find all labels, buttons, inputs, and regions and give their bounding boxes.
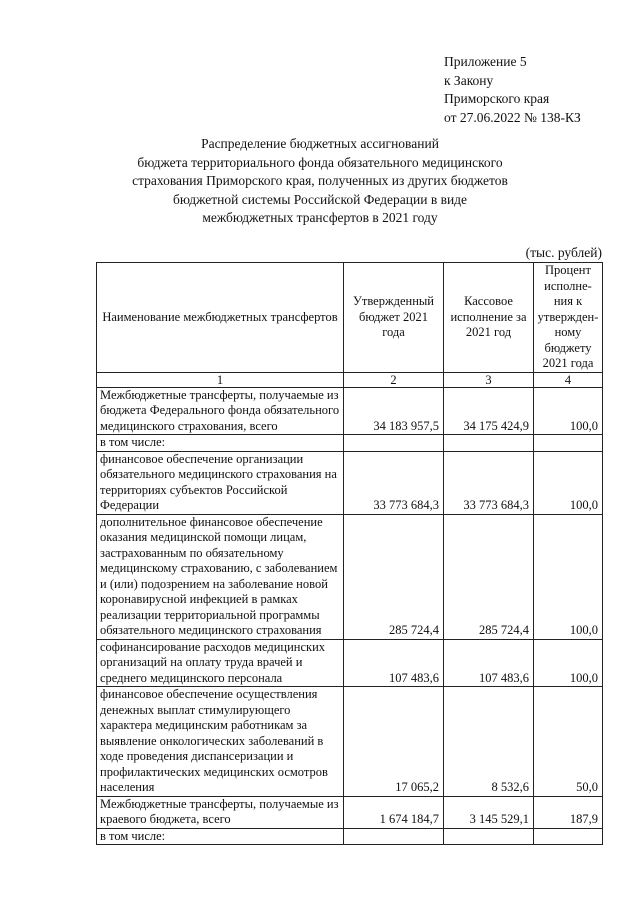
row-cash: 285 724,4 <box>444 514 534 639</box>
row-name: финансовое обеспечение организации обязательного медицинского страхования на территориях субъектов Российской Федерации <box>97 451 344 514</box>
table-row <box>97 514 603 639</box>
header-percent: Процент исполне-ния к утвержден-ному бюджету 2021 года <box>534 263 603 373</box>
column-number: 2 <box>344 372 444 387</box>
row-percent: 187,9 <box>534 796 603 828</box>
title-line: Распределение бюджетных ассигнований <box>201 136 439 151</box>
appendix-block <box>444 53 581 127</box>
row-cash: 33 773 684,3 <box>444 451 534 514</box>
row-approved: 17 065,2 <box>344 687 444 797</box>
row-approved: 34 183 957,5 <box>344 387 444 435</box>
units-label: (тыс. рублей) <box>525 245 602 260</box>
row-cash: 107 483,6 <box>444 639 534 687</box>
appendix-line: от 27.06.2022 № 138-КЗ <box>444 109 581 125</box>
table-header-row <box>97 263 603 373</box>
table-row <box>97 435 603 452</box>
row-cash: 3 145 529,1 <box>444 796 534 828</box>
row-percent: 100,0 <box>534 514 603 639</box>
header-name: Наименование межбюджетных трансфертов <box>97 263 344 373</box>
table-row <box>97 796 603 828</box>
row-percent <box>534 828 603 845</box>
column-number: 3 <box>444 372 534 387</box>
row-name: софинансирование расходов медицинских организаций на оплату труда врачей и среднего медицинского персонала <box>97 639 344 687</box>
row-name: дополнительное финансовое обеспечение оказания медицинской помощи лицам, застрахованным по обязательному медицинскому страхованию, с заболеванием и (или) подозрением на заболевание новой коронавирусной инфекцией в рамках реализации территориальной программы обязательного медицинского страхования <box>97 514 344 639</box>
header-approved: Утвержденный бюджет 2021 года <box>344 263 444 373</box>
row-name: финансовое обеспечение осуществления денежных выплат стимулирующего характера медицинским работникам за выявление онкологических заболеваний в ходе проведения диспансеризации и профилактических медицинских осмотров населения <box>97 687 344 797</box>
row-cash <box>444 828 534 845</box>
title-line: страхования Приморского края, полученных из других бюджетов <box>132 173 508 188</box>
table-row <box>97 387 603 435</box>
column-number-row <box>97 372 603 387</box>
row-percent: 100,0 <box>534 387 603 435</box>
row-name: Межбюджетные трансферты, получаемые из краевого бюджета, всего <box>97 796 344 828</box>
row-approved: 285 724,4 <box>344 514 444 639</box>
row-approved: 1 674 184,7 <box>344 796 444 828</box>
column-number: 4 <box>534 372 603 387</box>
appendix-line: Приложение 5 <box>444 54 527 69</box>
row-percent: 100,0 <box>534 451 603 514</box>
title-line: бюджета территориального фонда обязательного медицинского <box>137 154 503 170</box>
row-name: в том числе: <box>97 435 344 452</box>
column-number: 1 <box>97 372 344 387</box>
appendix-line: Приморского края <box>444 91 550 106</box>
document-title <box>95 135 545 228</box>
row-approved: 107 483,6 <box>344 639 444 687</box>
title-line: бюджетной системы Российской Федерации в виде <box>172 191 468 207</box>
row-percent <box>534 435 603 452</box>
row-cash: 34 175 424,9 <box>444 387 534 435</box>
row-name: в том числе: <box>97 828 344 845</box>
appendix-line: к Закону <box>444 72 494 88</box>
row-approved: 33 773 684,3 <box>344 451 444 514</box>
row-cash: 8 532,6 <box>444 687 534 797</box>
table-row <box>97 451 603 514</box>
transfers-table <box>96 262 603 845</box>
row-approved <box>344 435 444 452</box>
header-cash: Кассовое исполнение за 2021 год <box>444 263 534 373</box>
row-percent: 50,0 <box>534 687 603 797</box>
table-row <box>97 687 603 797</box>
table-row <box>97 828 603 845</box>
row-percent: 100,0 <box>534 639 603 687</box>
row-approved <box>344 828 444 845</box>
row-cash <box>444 435 534 452</box>
table-row <box>97 639 603 687</box>
title-line: межбюджетных трансфертов в 2021 году <box>202 210 438 225</box>
row-name: Межбюджетные трансферты, получаемые из бюджета Федерального фонда обязательного медицинского страхования, всего <box>97 387 344 435</box>
